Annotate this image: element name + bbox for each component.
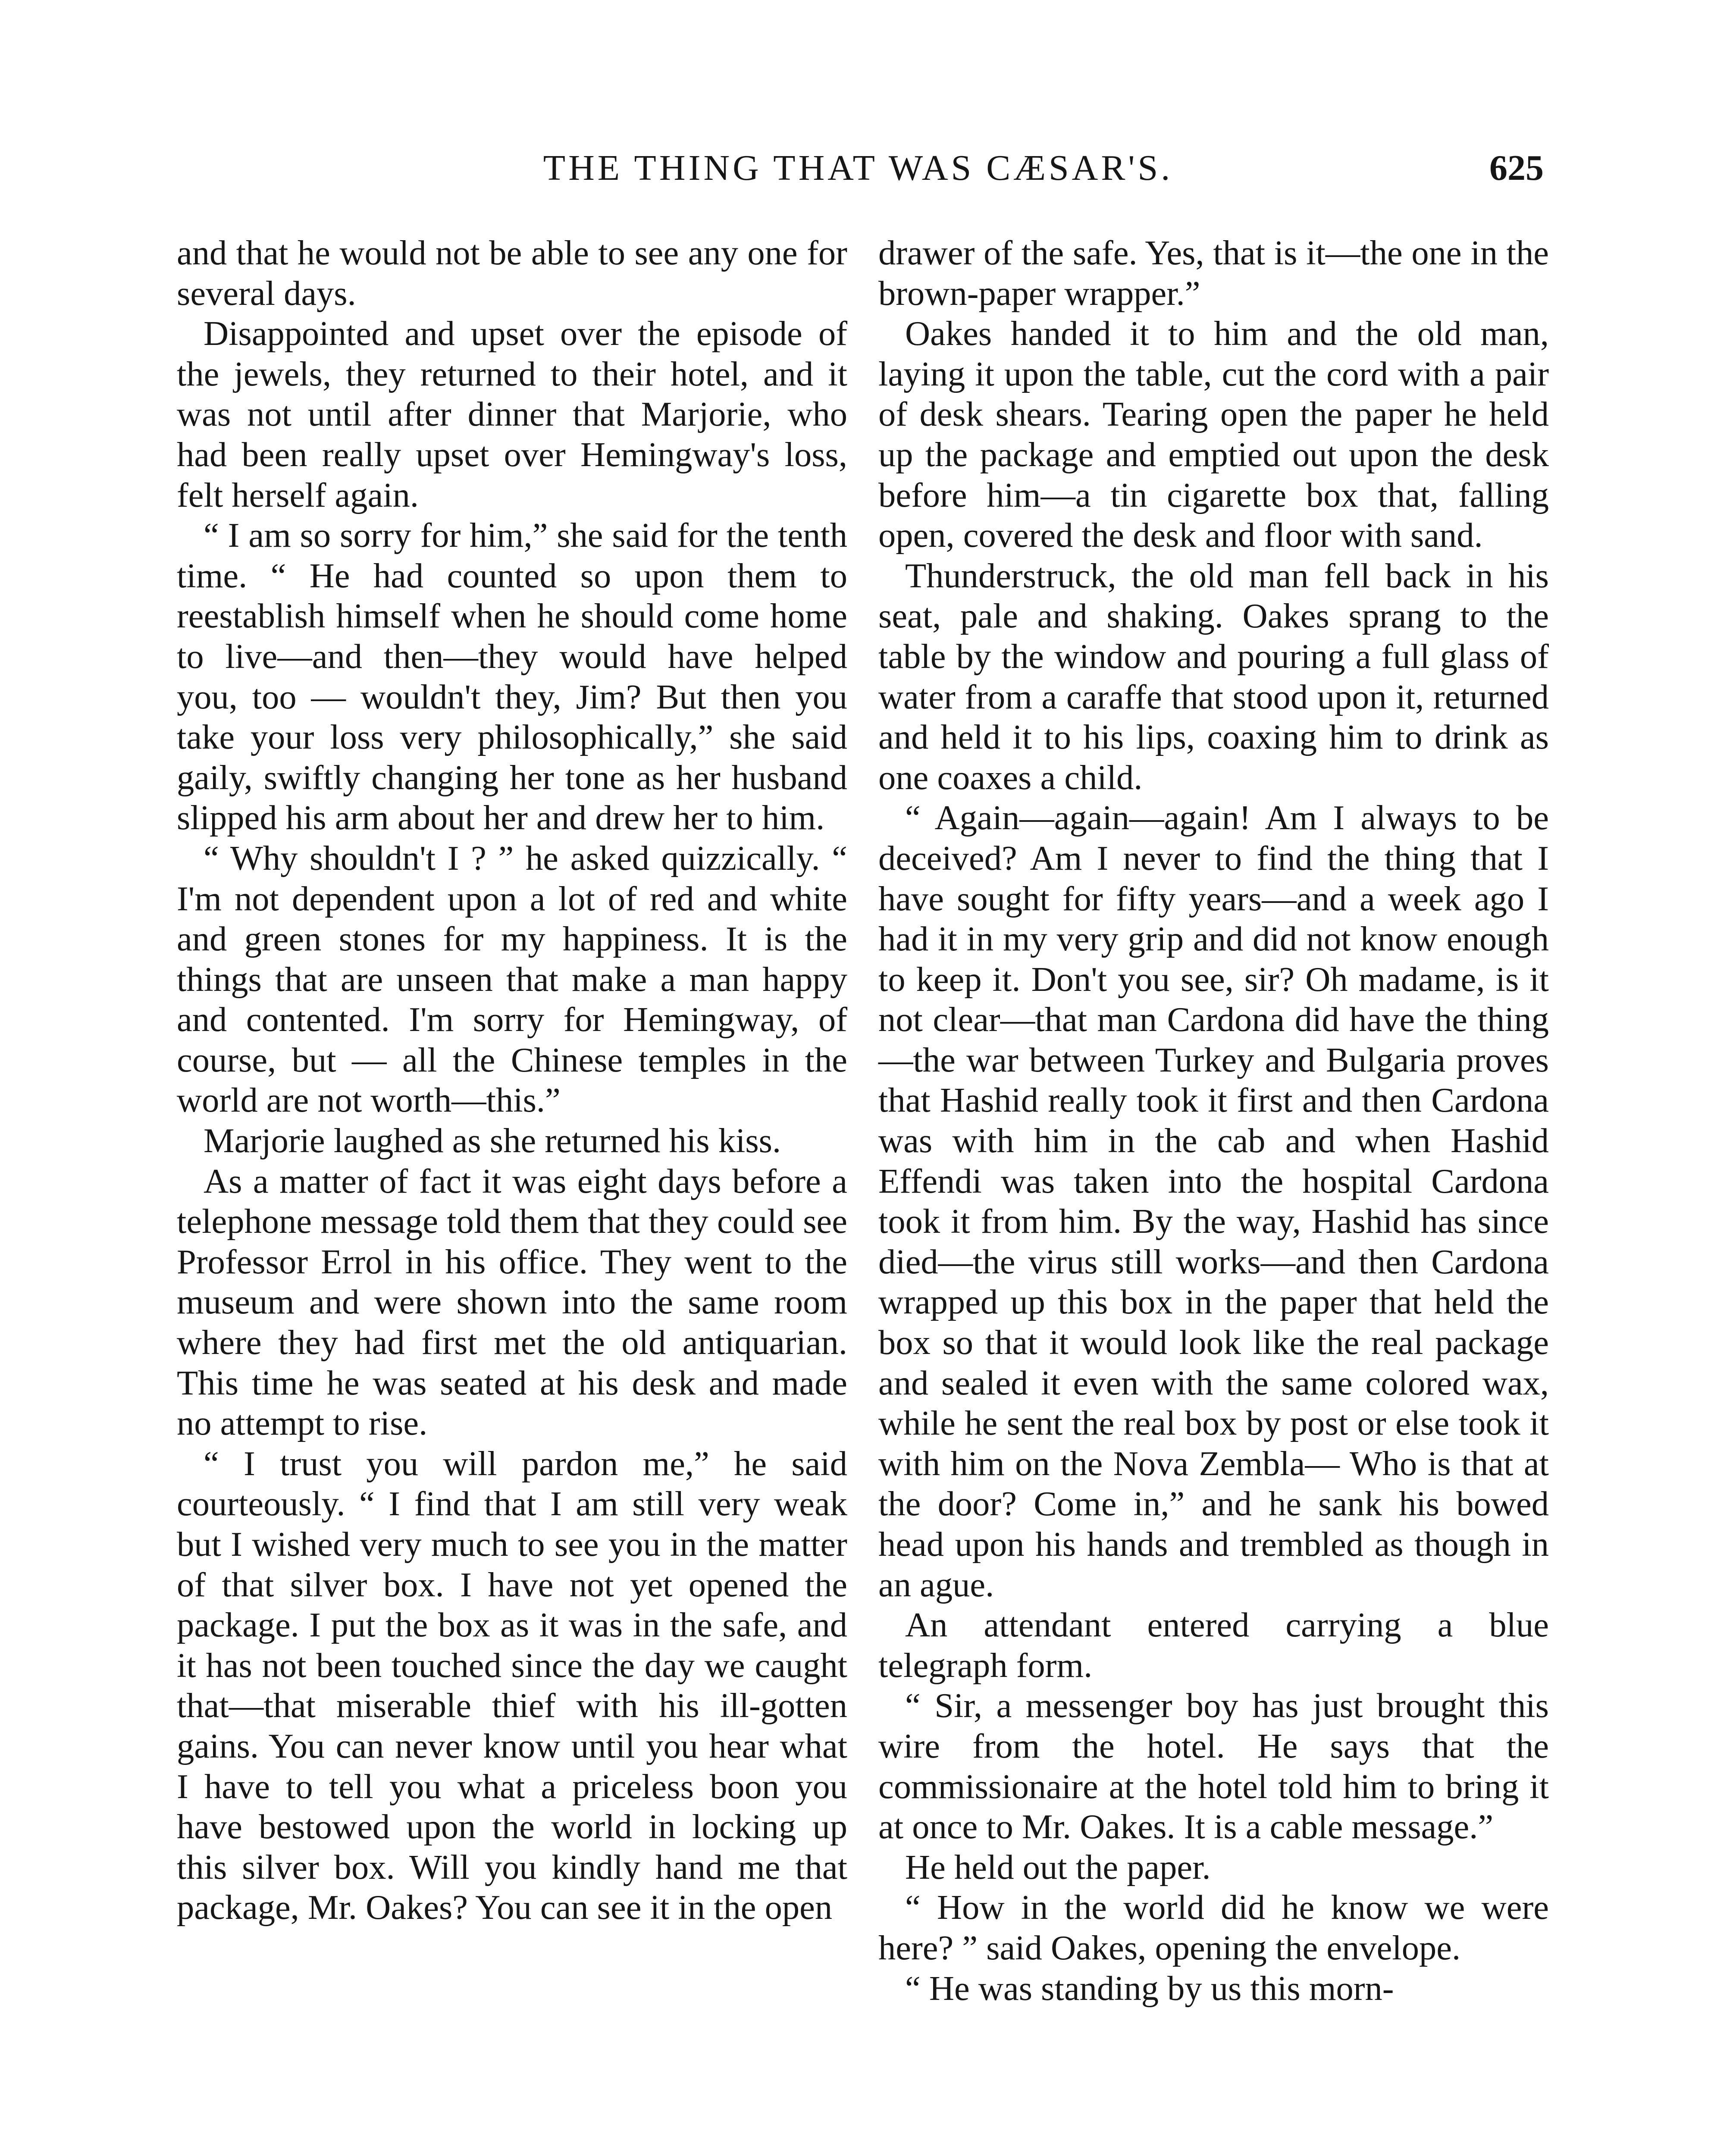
page-number: 625 — [1489, 148, 1544, 188]
paragraph: “ How in the world did he know we were here? ” said Oakes, opening the envelope. — [878, 1888, 1549, 1967]
running-title: THE THING THAT WAS CÆSAR'S. — [543, 148, 1173, 188]
paragraph: Marjorie laughed as she returned his kiss. — [204, 1122, 781, 1160]
page-header — [172, 142, 1544, 194]
paragraph: He held out the paper. — [905, 1848, 1211, 1887]
left-column — [177, 233, 847, 1928]
paragraph: drawer of the safe. Yes, that is it—the one in the brown-paper wrapper.” — [878, 234, 1549, 313]
paragraph: Oakes handed it to him and the old man, laying it upon the table, cut the cord with a pair of desk shears. Tearing open the paper he held up the package and emptied out upon the desk before him—a tin cigarette box that, falling open, covered the desk and floor with sand. — [878, 314, 1549, 555]
paragraph: An attendant entered carrying a blue telegraph form. — [878, 1606, 1549, 1685]
paragraph: and that he would not be able to see any one for several days. — [177, 234, 847, 313]
right-column — [878, 233, 1549, 2009]
paragraph: “ He was standing by us this morn- — [905, 1969, 1394, 2008]
paragraph: “ Again—again—again! Am I always to be deceived? Am I never to find the thing that I have sought for fifty years—and a week ago I had it in my very grip and did not know enough to keep it. Don't you see, sir? Oh madame, is it not clear—that man Cardona did have the thing—the war between Turkey and Bulgaria proves that Hashid really took it first and then Cardona was with him in the cab and when Hashid Effendi was taken into the hospital Cardona took it from him. By the way, Hashid has since died—the virus still works—and then Cardona wrapped up this box in the paper that held the box so that it would look like the real package and sealed it even with the same colored wax, while he sent the real box by post or else took it with him on the Nova Zembla— Who is that at the door? Come in,” and he sank his bowed head upon his hands and trembled as though in an ague. — [878, 799, 1549, 1604]
paragraph: As a matter of fact it was eight days before a telephone message told them that they could see Professor Errol in his office. They went to the museum and were shown into the same room where they had first met the old antiquarian. This time he was seated at his desk and made no attempt to rise. — [177, 1162, 847, 1443]
paragraph: “ I trust you will pardon me,” he said courteously. “ I find that I am still very weak but I wished very much to see you in the matter of that silver box. I have not yet opened the package. I put the box as it was in the safe, and it has not been touched since the day we caught that—that miserable thief with his ill-gotten gains. You can never know until you hear what I have to tell you what a priceless boon you have bestowed upon the world in locking up this silver box. Will you kindly hand me that package, Mr. Oakes? You can see it in the open — [177, 1444, 847, 1927]
paragraph: “ I am so sorry for him,” she said for the tenth time. “ He had counted so upon them to reestablish himself when he should come home to live—and then—they would have helped you, too — wouldn't they, Jim? But then you take your loss very philosophically,” she said gaily, swiftly changing her tone as her husband slipped his arm about her and drew her to him. — [177, 516, 847, 837]
paragraph: Thunderstruck, the old man fell back in his seat, pale and shaking. Oakes sprang to the table by the window and pouring a full glass of water from a caraffe that stood upon it, returned and held it to his lips, coaxing him to drink as one coaxes a child. — [878, 556, 1549, 797]
paragraph: “ Sir, a messenger boy has just brought this wire from the hotel. He says that the commissionaire at the hotel told him to bring it at once to Mr. Oakes. It is a cable message.” — [878, 1686, 1549, 1846]
paragraph: “ Why shouldn't I ? ” he asked quizzically. “ I'm not dependent upon a lot of red and white and green stones for my happiness. It is the things that are unseen that make a man happy and contented. I'm sorry for Hemingway, of course, but — all the Chinese temples in the world are not worth—this.” — [177, 839, 847, 1120]
paragraph: Disappointed and upset over the episode of the jewels, they returned to their hotel, and it was not until after dinner that Marjorie, who had been really upset over Hemingway's loss, felt herself again. — [177, 314, 847, 514]
